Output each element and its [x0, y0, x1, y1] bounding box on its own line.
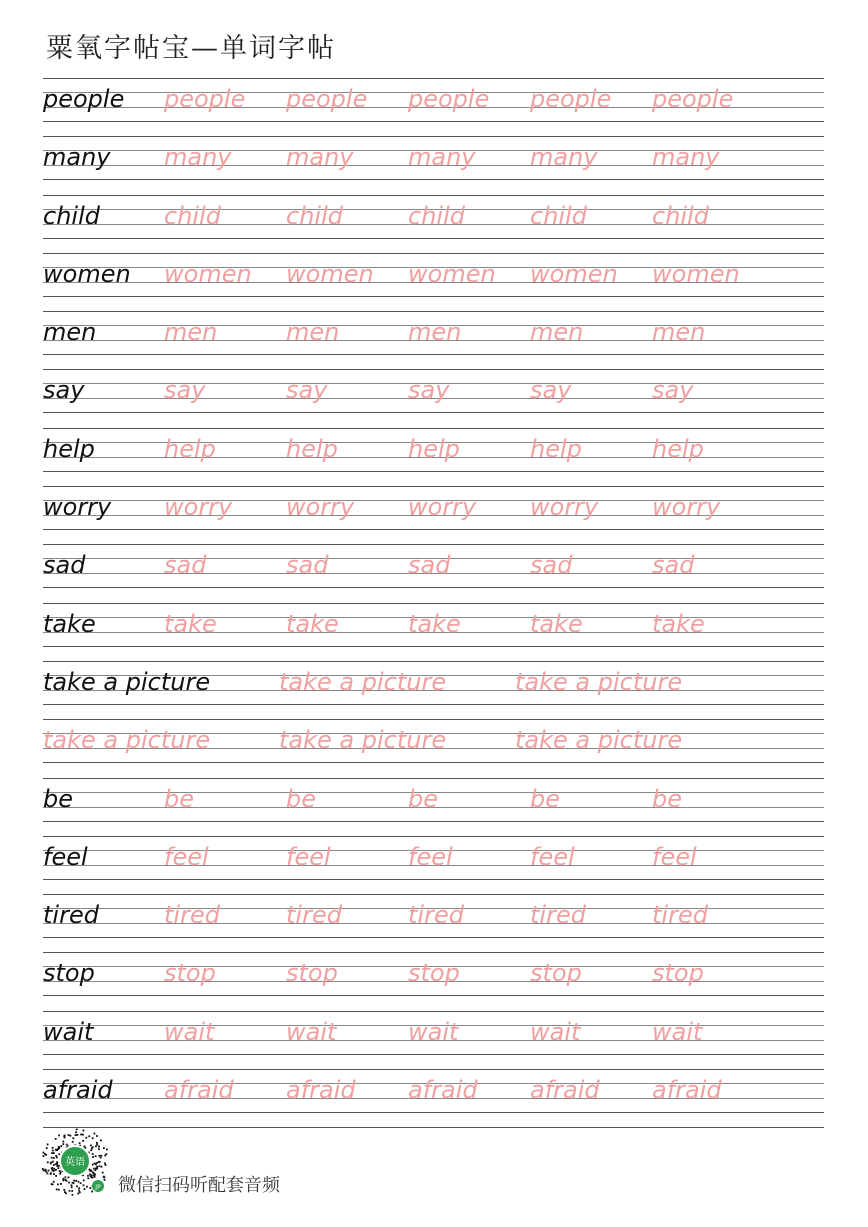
ruled-line	[43, 179, 824, 180]
trace-word: stop	[652, 959, 704, 988]
ruled-line	[43, 1054, 824, 1055]
ruled-line	[43, 471, 824, 472]
qr-badge-label: 英语	[65, 1157, 85, 1168]
trace-word: tired	[286, 901, 342, 930]
trace-word: people	[286, 85, 368, 113]
practice-row	[43, 1069, 824, 1127]
trace-word: take a picture	[515, 726, 683, 755]
trace-word: take	[164, 609, 217, 638]
ruled-line	[43, 412, 824, 413]
trace-word: afraid	[652, 1076, 722, 1105]
trace-word: feel	[530, 842, 575, 871]
practice-row	[43, 195, 824, 253]
trace-word: sad	[652, 551, 695, 580]
ruled-line	[43, 952, 824, 953]
trace-word: many	[530, 143, 598, 172]
model-word: wait	[43, 1017, 94, 1046]
model-word: take	[43, 609, 96, 638]
ruled-line	[43, 544, 824, 545]
trace-word: many	[408, 143, 476, 172]
ruled-line	[43, 646, 824, 647]
ruled-line	[43, 995, 824, 996]
footer	[40, 1126, 440, 1196]
ruled-line	[43, 369, 824, 370]
trace-word: worry	[530, 493, 599, 522]
model-word: sad	[43, 551, 86, 580]
trace-word: child	[652, 201, 709, 230]
trace-word: say	[408, 376, 450, 405]
trace-word: many	[652, 143, 720, 172]
trace-word: women	[408, 259, 496, 288]
trace-word: wait	[164, 1017, 215, 1046]
ruled-line	[43, 778, 824, 779]
trace-word: sad	[164, 551, 207, 580]
trace-word: take a picture	[279, 667, 447, 696]
ruled-line	[43, 1011, 824, 1012]
trace-word: wait	[652, 1017, 703, 1046]
trace-word: many	[286, 143, 354, 172]
trace-word: child	[530, 201, 587, 230]
trace-word: take	[652, 609, 705, 638]
practice-row	[43, 719, 824, 777]
trace-word: take a picture	[515, 667, 683, 696]
qr-corner-label: JP	[95, 1184, 101, 1191]
trace-word: men	[530, 318, 584, 347]
ruled-line	[43, 1112, 824, 1113]
trace-word: women	[286, 259, 374, 288]
trace-word: child	[286, 201, 343, 230]
ruled-line	[43, 762, 824, 763]
trace-word: stop	[286, 959, 338, 988]
scan-instruction: 微信扫码听配套音频	[118, 1175, 280, 1196]
ruled-line	[43, 354, 824, 355]
trace-word: stop	[530, 959, 582, 988]
ruled-line	[43, 603, 824, 604]
trace-word: take	[286, 609, 339, 638]
practice-row	[43, 486, 824, 544]
ruled-line	[43, 704, 824, 705]
trace-word: be	[164, 784, 194, 813]
trace-word: tired	[530, 901, 586, 930]
ruled-line	[43, 253, 824, 254]
practice-sheet	[43, 78, 824, 1128]
model-word: many	[43, 143, 111, 172]
ruled-line	[43, 121, 824, 122]
trace-word: help	[286, 434, 338, 463]
practice-row	[43, 369, 824, 427]
trace-word: afraid	[164, 1076, 234, 1105]
trace-word: women	[530, 259, 618, 288]
trace-word: men	[164, 318, 218, 347]
trace-word: help	[652, 434, 704, 463]
trace-word: sad	[530, 551, 573, 580]
model-word: feel	[43, 842, 88, 871]
ruled-line	[43, 428, 824, 429]
trace-word: worry	[408, 493, 477, 522]
trace-word: people	[530, 85, 612, 113]
model-word: child	[43, 201, 100, 230]
ruled-line	[43, 529, 824, 530]
trace-word: tired	[408, 901, 464, 930]
trace-word: take	[530, 609, 583, 638]
trace-word: child	[164, 201, 221, 230]
trace-word: sad	[286, 551, 329, 580]
practice-row	[43, 836, 824, 894]
trace-word: feel	[408, 842, 453, 871]
ruled-line	[43, 836, 824, 837]
practice-row	[43, 253, 824, 311]
practice-row	[43, 78, 824, 136]
model-word: say	[43, 376, 85, 405]
trace-word: afraid	[530, 1076, 600, 1105]
practice-row	[43, 544, 824, 602]
trace-word: say	[286, 376, 328, 405]
trace-word: stop	[164, 959, 216, 988]
trace-word: feel	[652, 842, 697, 871]
trace-word: men	[652, 318, 706, 347]
trace-word: worry	[652, 493, 721, 522]
trace-word: stop	[408, 959, 460, 988]
ruled-line	[43, 879, 824, 880]
ruled-line	[43, 195, 824, 196]
trace-word: tired	[652, 901, 708, 930]
ruled-line	[43, 296, 824, 297]
model-word: people	[43, 85, 125, 113]
trace-word: many	[164, 143, 232, 172]
practice-row	[43, 311, 824, 369]
model-word: be	[43, 784, 73, 813]
trace-word: be	[652, 784, 682, 813]
practice-row	[43, 603, 824, 661]
trace-word: say	[652, 376, 694, 405]
trace-word: men	[408, 318, 462, 347]
trace-word: feel	[164, 842, 209, 871]
practice-row	[43, 894, 824, 952]
qr-code-icon[interactable]	[40, 1126, 110, 1196]
ruled-line	[43, 311, 824, 312]
trace-word: help	[530, 434, 582, 463]
model-word: take a picture	[43, 667, 211, 696]
trace-word: people	[652, 85, 734, 113]
practice-row	[43, 136, 824, 194]
ruled-line	[43, 136, 824, 137]
model-word: help	[43, 434, 95, 463]
trace-word: afraid	[408, 1076, 478, 1105]
trace-word: people	[408, 85, 490, 113]
trace-word: feel	[286, 842, 331, 871]
trace-word: be	[408, 784, 438, 813]
trace-word: wait	[408, 1017, 459, 1046]
practice-row	[43, 952, 824, 1010]
ruled-line	[43, 937, 824, 938]
practice-row	[43, 1011, 824, 1069]
trace-word: child	[408, 201, 465, 230]
trace-word: men	[286, 318, 340, 347]
ruled-line	[43, 821, 824, 822]
trace-word: take a picture	[279, 726, 447, 755]
ruled-line	[43, 587, 824, 588]
trace-word: afraid	[286, 1076, 356, 1105]
ruled-line	[43, 719, 824, 720]
ruled-line	[43, 661, 824, 662]
trace-word: tired	[164, 901, 220, 930]
trace-word: help	[164, 434, 216, 463]
model-word: afraid	[43, 1076, 113, 1105]
trace-word: help	[408, 434, 460, 463]
model-word: stop	[43, 959, 95, 988]
trace-word: worry	[286, 493, 355, 522]
trace-word: be	[286, 784, 316, 813]
practice-row	[43, 778, 824, 836]
ruled-line	[43, 1069, 824, 1070]
ruled-line	[43, 486, 824, 487]
model-word: worry	[43, 493, 112, 522]
trace-word: say	[530, 376, 572, 405]
trace-word: women	[652, 259, 740, 288]
practice-row	[43, 428, 824, 486]
model-word: tired	[43, 901, 99, 930]
trace-word: say	[164, 376, 206, 405]
model-word: women	[43, 259, 131, 288]
ruled-line	[43, 78, 824, 79]
trace-word: wait	[286, 1017, 337, 1046]
trace-word: be	[530, 784, 560, 813]
trace-word: women	[164, 259, 252, 288]
trace-word: people	[164, 85, 246, 113]
trace-word: take	[408, 609, 461, 638]
ruled-line	[43, 238, 824, 239]
ruled-line	[43, 894, 824, 895]
practice-row	[43, 661, 824, 719]
model-word: men	[43, 318, 97, 347]
trace-word: worry	[164, 493, 233, 522]
page-title: 粟氧字帖宝—单词字帖	[46, 33, 336, 64]
trace-word: wait	[530, 1017, 581, 1046]
trace-word: sad	[408, 551, 451, 580]
trace-word: take a picture	[43, 726, 211, 755]
